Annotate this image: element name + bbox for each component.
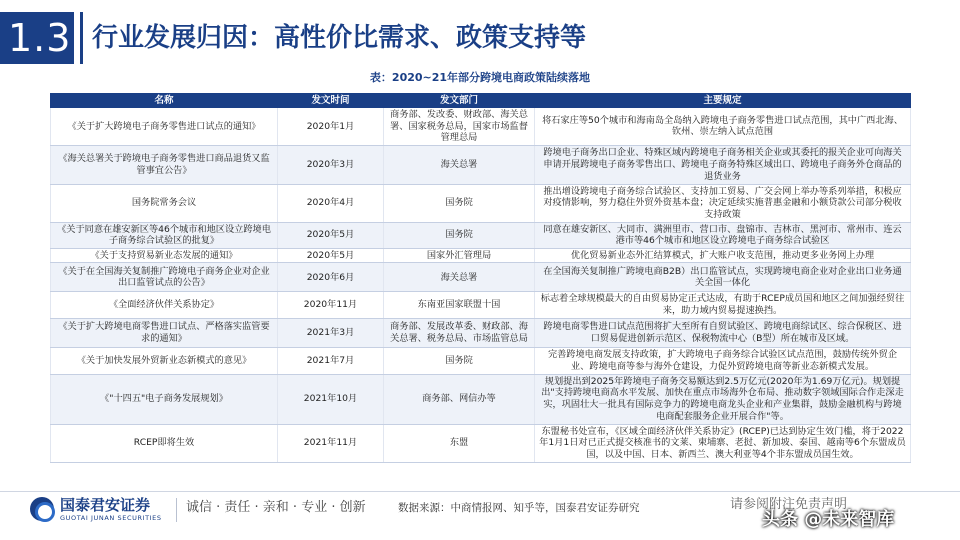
logo-subtext: GUOTAI JUNAN SECURITIES <box>60 514 162 522</box>
policy-name-cell: 《海关总署关于跨境电子商务零售进口商品退货又监管事宜公告》 <box>51 145 278 184</box>
main-provisions-cell: 完善跨境电商发展支持政策，扩大跨境电子商务综合试验区试点范围，鼓励传统外贸企业、跨境电商等参与海外仓建设，力促外贸跨境电商等新业态新模式发展。 <box>535 347 911 374</box>
policy-name-cell: 《"十四五"电子商务发展规划》 <box>51 374 278 424</box>
table-row <box>51 248 911 263</box>
issuing-department-cell: 国家外汇管理局 <box>384 248 535 263</box>
table-row <box>51 424 911 462</box>
issuing-department-cell: 商务部、发展改革委、财政部、海关总署、税务总局、市场监管总局 <box>384 318 535 347</box>
data-source: 数据来源：中商情报网、知乎等，国泰君安证券研究 <box>398 502 640 514</box>
column-header-name: 名称 <box>51 94 278 108</box>
guotai-junan-logo-icon <box>30 497 54 521</box>
footer-separator <box>176 498 177 522</box>
disclaimer-note: 请参阅附注免责声明 <box>730 497 848 512</box>
issue-date-cell: 2020年6月 <box>278 263 384 292</box>
issue-date-cell: 2021年11月 <box>278 424 384 462</box>
issue-date-cell: 2020年5月 <box>278 248 384 263</box>
table-row <box>51 292 911 318</box>
logo-text: 国泰君安证券 <box>60 496 151 514</box>
main-provisions-cell: 在全国海关复制推广跨境电商B2B）出口监管试点，实现跨境电商企业对企业出口业务通关全国一体化 <box>535 263 911 292</box>
table-row <box>51 318 911 347</box>
issue-date-cell: 2020年4月 <box>278 184 384 222</box>
main-provisions-cell: 同意在雄安新区、大同市、满洲里市、营口市、盘锦市、吉林市、黑河市、常州市、连云港市等46个城市和地区设立跨境电子商务综合试验区 <box>535 222 911 248</box>
main-provisions-cell: 跨境电商零售进口试点范围将扩大至所有自贸试验区、跨境电商综试区、综合保税区、进口贸易促进创新示范区、保税物流中心（B型）所在城市及区域。 <box>535 318 911 347</box>
policy-name-cell: 《关于支持贸易新业态发展的通知》 <box>51 248 278 263</box>
issue-date-cell: 2020年11月 <box>278 292 384 318</box>
table-row <box>51 374 911 424</box>
table-row <box>51 222 911 248</box>
table-header-row <box>51 94 911 108</box>
table-row <box>51 184 911 222</box>
main-provisions-cell: 东盟秘书处宣布，《区域全面经济伙伴关系协定》(RCEP)已达到协定生效门槛，将于2022年1月1日对已正式提交核准书的文莱、柬埔寨、老挝、新加坡、泰国、越南等6个东盟成员国，以及中国、日本、新西兰、澳大利亚等4个非东盟成员国生效。 <box>535 424 911 462</box>
issuing-department-cell: 东南亚国家联盟十国 <box>384 292 535 318</box>
issuing-department-cell: 海关总署 <box>384 263 535 292</box>
table-row <box>51 145 911 184</box>
column-header-provisions: 主要规定 <box>535 94 911 108</box>
issuing-department-cell: 商务部、发改委、财政部、海关总署、国家税务总局，国家市场监督管理总局 <box>384 108 535 146</box>
column-header-department: 发文部门 <box>384 94 535 108</box>
issue-date-cell: 2020年1月 <box>278 108 384 146</box>
policy-name-cell: 《关于在全国海关复制推广跨境电子商务企业对企业出口监管试点的公告》 <box>51 263 278 292</box>
section-number: 1.3 <box>0 12 74 64</box>
policy-name-cell: 《关于加快发展外贸新业态新模式的意见》 <box>51 347 278 374</box>
table-caption: 表：2020~21年部分跨境电商政策陆续落地 <box>369 71 591 84</box>
issuing-department-cell: 国务院 <box>384 347 535 374</box>
policy-name-cell: 《全面经济伙伴关系协定》 <box>51 292 278 318</box>
issuing-department-cell: 海关总署 <box>384 145 535 184</box>
main-provisions-cell: 优化贸易新业态外汇结算模式，扩大账户收支范围，推动更多业务网上办理 <box>535 248 911 263</box>
policy-name-cell: 《关于同意在雄安新区等46个城市和地区设立跨境电子商务综合试验区的批复》 <box>51 222 278 248</box>
page-title: 行业发展归因：高性价比需求、政策支持等 <box>92 23 587 53</box>
policy-table <box>50 93 911 463</box>
footer-divider <box>0 491 960 492</box>
main-provisions-cell: 标志着全球规模最大的自由贸易协定正式达成，有助于RCEP成员国和地区之间加强经贸往来，助力域内贸易提速换挡。 <box>535 292 911 318</box>
issue-date-cell: 2020年3月 <box>278 145 384 184</box>
policy-name-cell: 《关于扩大跨境电商零售进口试点、严格落实监管要求的通知》 <box>51 318 278 347</box>
main-provisions-cell: 跨境电子商务出口企业、特殊区域内跨境电子商务相关企业或其委托的报关企业可向海关申请开展跨境电子商务零售出口、跨境电子商务特殊区域出口、跨境电子商务外仓商品的退货业务 <box>535 145 911 184</box>
policy-name-cell: 《关于扩大跨境电子商务零售进口试点的通知》 <box>51 108 278 146</box>
section-divider <box>80 12 83 64</box>
table-row <box>51 263 911 292</box>
policy-name-cell: RCEP即将生效 <box>51 424 278 462</box>
company-slogan: 诚信 · 责任 · 亲和 · 专业 · 创新 <box>186 500 366 515</box>
column-header-date: 发文时间 <box>278 94 384 108</box>
issue-date-cell: 2021年10月 <box>278 374 384 424</box>
watermark: 头条 @未来智库 <box>762 509 895 530</box>
issue-date-cell: 2020年5月 <box>278 222 384 248</box>
policy-name-cell: 国务院常务会议 <box>51 184 278 222</box>
main-provisions-cell: 推出增设跨境电子商务综合试验区、支持加工贸易、广交会网上举办等系列举措，积极应对疫情影响，努力稳住外贸外资基本盘；决定延续实施普惠金融和小额贷款公司部分税收支持政策 <box>535 184 911 222</box>
issuing-department-cell: 商务部、网信办等 <box>384 374 535 424</box>
issuing-department-cell: 国务院 <box>384 222 535 248</box>
issuing-department-cell: 东盟 <box>384 424 535 462</box>
main-provisions-cell: 规划提出到2025年跨境电子商务交易额达到2.5万亿元(2020年为1.69万亿元)。规划提出"支持跨境电商高水平发展、加快在重点市场海外仓布局、推动数字领域国际合作走深走实，巩固壮大一批具有国际竞争力的跨境电商龙头企业和产业集群，鼓励金融机构与跨境电商配套服务企业开展合作"等。 <box>535 374 911 424</box>
issue-date-cell: 2021年3月 <box>278 318 384 347</box>
table-row <box>51 347 911 374</box>
table-row <box>51 108 911 146</box>
issuing-department-cell: 国务院 <box>384 184 535 222</box>
issue-date-cell: 2021年7月 <box>278 347 384 374</box>
main-provisions-cell: 将石家庄等50个城市和海南岛全岛纳入跨境电子商务零售进口试点范围，其中广西北海、钦州、崇左纳入试点范围 <box>535 108 911 146</box>
